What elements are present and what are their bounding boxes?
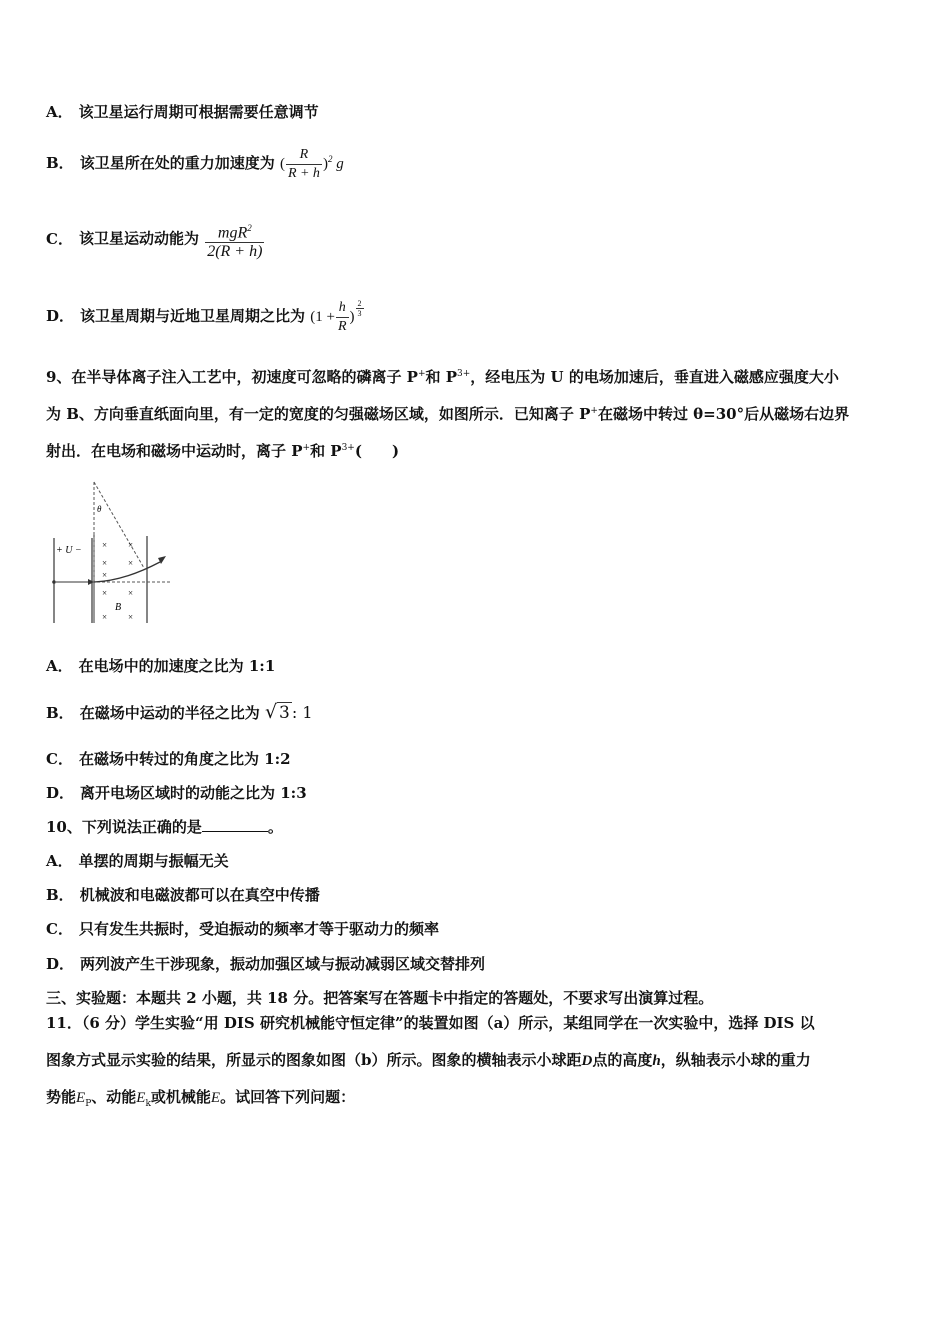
q11-ep-sub: P: [85, 1099, 92, 1109]
q10-option-a-letter: A．: [46, 852, 73, 870]
q9-stem-line-2: [46, 401, 849, 424]
cross-mark: ×: [128, 588, 134, 598]
q8b-frac-num: R: [286, 146, 322, 165]
q11-l2-d: D: [581, 1053, 593, 1069]
q10-option-b-letter: B．: [46, 886, 74, 904]
q9-option-b: [46, 702, 313, 723]
q9b-sqrt: √ 3: [264, 701, 290, 723]
q9b-radicand: 3: [279, 703, 290, 723]
q9-l3-a: 射出．在电场和磁场中运动时，离子 P: [46, 442, 303, 460]
q8-option-d-letter: D．: [46, 306, 75, 325]
q9-option-a-letter: A．: [46, 657, 73, 675]
cross-mark: ×: [128, 612, 134, 622]
q8d-frac-num: h: [336, 299, 349, 318]
q8-option-d-text: 该卫星周期与近地卫星周期之比为: [80, 306, 306, 325]
entry-point: [52, 580, 56, 584]
q9-l2-sup: +: [590, 406, 598, 416]
q9-l2-a: 为 B、方向垂直纸面向里，有一定的宽度的匀强磁场区域，如图所示．已知离子 P: [46, 405, 591, 423]
q9b-tail: : 1: [291, 703, 313, 722]
q11-ep: E: [76, 1090, 86, 1106]
q9-l1-b: 和 P: [425, 368, 458, 386]
q11-ek-sub: k: [145, 1099, 151, 1109]
q8c-frac-num: mgR: [217, 224, 248, 242]
q10-option-a-text: 单摆的周期与振幅无关: [78, 852, 229, 870]
q9-figure: [48, 478, 178, 628]
q10-option-a: [46, 851, 229, 871]
q9-option-b-letter: B．: [46, 704, 74, 722]
cross-mark: ×: [128, 540, 134, 550]
q8b-frac-den: R + h: [287, 166, 320, 181]
q11-line-1: 11．（6 分）学生实验“用 DIS 研究机械能守恒定律”的装置如图（a）所示，某组同学在一次实验中，选择 DIS 以: [46, 1014, 815, 1032]
q9-option-c-letter: C．: [46, 750, 73, 768]
q8-option-b: [46, 146, 344, 183]
q10-option-c-text: 只有发生共振时，受迫振动的频率才等于驱动力的频率: [78, 920, 439, 938]
q9-option-a-text: 在电场中的加速度之比为 1:1: [78, 657, 276, 675]
q9-option-d-text: 离开电场区域时的动能之比为 1:3: [80, 784, 307, 802]
q11-l3-d: 。试回答下列问题：: [220, 1088, 356, 1106]
q9-l1-c: ，经电压为 U 的电场加速后，垂直进入磁感应强度大小: [470, 368, 839, 386]
q8d-frac-den: R: [337, 319, 347, 334]
q11-l2-c: ，纵轴表示小球的重力: [660, 1051, 811, 1069]
theta-label: θ: [97, 504, 102, 514]
q9-option-c-text: 在磁场中转过的角度之比为 1:2: [78, 750, 291, 768]
q10-stem-text: 10、下列说法正确的是: [46, 818, 202, 836]
q9-stem-line-3: [46, 438, 399, 461]
q8b-exp: 2: [327, 153, 333, 164]
q8-option-d: [46, 299, 365, 336]
q8-option-d-formula: [310, 299, 364, 334]
q9-option-d: [46, 783, 307, 803]
q11-l3-c: 或机械能: [150, 1088, 211, 1106]
q8d-exp-num: 2: [357, 299, 362, 308]
cross-mark: ×: [102, 540, 108, 550]
q8-option-c-formula: [204, 223, 265, 261]
q8c-frac-den: 2(R + h): [207, 243, 263, 261]
q8d-exp-den: 3: [357, 309, 362, 318]
q11-line-3: [46, 1087, 355, 1114]
q8b-tail: g: [336, 155, 344, 172]
q10-option-d: [46, 954, 485, 974]
q9-option-a: [46, 656, 275, 676]
q11-e: E: [210, 1090, 221, 1106]
q8-option-b-formula: ( $\frac{R}{R + h}$ )$^2$ g: [279, 147, 344, 181]
dashed-radius: [94, 482, 144, 568]
q10-option-c: [46, 919, 439, 939]
q8d-post: ): [349, 308, 355, 325]
q9-l1-sup1: +: [417, 369, 426, 379]
q9-l3-sup1: +: [302, 443, 311, 453]
cross-mark: ×: [102, 570, 108, 580]
q8d-pre: (1 +: [310, 308, 335, 325]
q10-stem-end: 。: [267, 818, 283, 836]
q8-option-b-letter: B．: [46, 153, 74, 172]
q9-l2-b: 在磁场中转过 θ=30°后从磁场右边界: [597, 405, 850, 423]
q9-l1-sup2: 3+: [457, 369, 471, 379]
u-label: + U −: [56, 545, 82, 556]
q11-l3-a: 势能: [46, 1088, 77, 1106]
q9-l3-sup2: 3+: [341, 443, 355, 453]
q10-option-b-text: 机械波和电磁波都可以在真空中传播: [79, 886, 320, 904]
q10-option-d-letter: D．: [46, 955, 75, 973]
q8-option-a-text: 该卫星运行周期可根据需要任意调节: [78, 103, 319, 121]
q8-option-b-text: 该卫星所在处的重力加速度为: [79, 153, 275, 172]
q10-option-b: [46, 885, 320, 905]
q11-l3-b: 、动能: [91, 1088, 137, 1106]
q11-l2-b: 点的高度: [592, 1051, 653, 1069]
q9-stem-line-1: [46, 364, 839, 387]
q10-option-c-letter: C．: [46, 920, 73, 938]
q9-option-c: [46, 749, 291, 769]
q8-option-a-letter: A．: [46, 103, 73, 121]
q11-ek: E: [136, 1090, 146, 1106]
q10-answer-blank: [202, 817, 268, 832]
q10-stem: [46, 817, 283, 837]
q9-l1-a: 9、在半导体离子注入工艺中，初速度可忽略的磷离子 P: [46, 368, 418, 386]
cross-mark: ×: [102, 558, 108, 568]
q8-option-c-letter: C．: [46, 229, 73, 248]
cross-mark: ×: [102, 612, 108, 622]
b-label: B: [115, 602, 122, 613]
q9-l3-b: 和 P: [310, 442, 342, 460]
q8-option-c-text: 该卫星运动动能为: [78, 229, 199, 248]
q11-l2-h: h: [652, 1053, 661, 1069]
q11-l2-a: 图象方式显示实验的结果，所显示的图象如图（b）所示。图象的横轴表示小球距: [46, 1051, 582, 1069]
q10-option-d-text: 两列波产生干涉现象，振动加强区域与振动减弱区域交替排列: [80, 955, 486, 973]
q11-line-2: [46, 1050, 811, 1071]
q9-option-d-letter: D．: [46, 784, 75, 802]
q8-option-a: [46, 102, 319, 122]
q8c-num-exp: 2: [247, 223, 252, 233]
q8-option-c: [46, 219, 265, 261]
cross-mark: ×: [102, 588, 108, 598]
cross-mark: ×: [128, 558, 134, 568]
section-3-title: 三、实验题：本题共 2 小题，共 18 分。把答案写在答题卡中指定的答题处，不要求写出演算过程。: [46, 989, 714, 1007]
q9-l3-c: ( ): [354, 442, 400, 460]
entry-arrowhead: [88, 579, 94, 585]
q9-option-b-text: 在磁场中运动的半径之比为: [79, 704, 260, 722]
